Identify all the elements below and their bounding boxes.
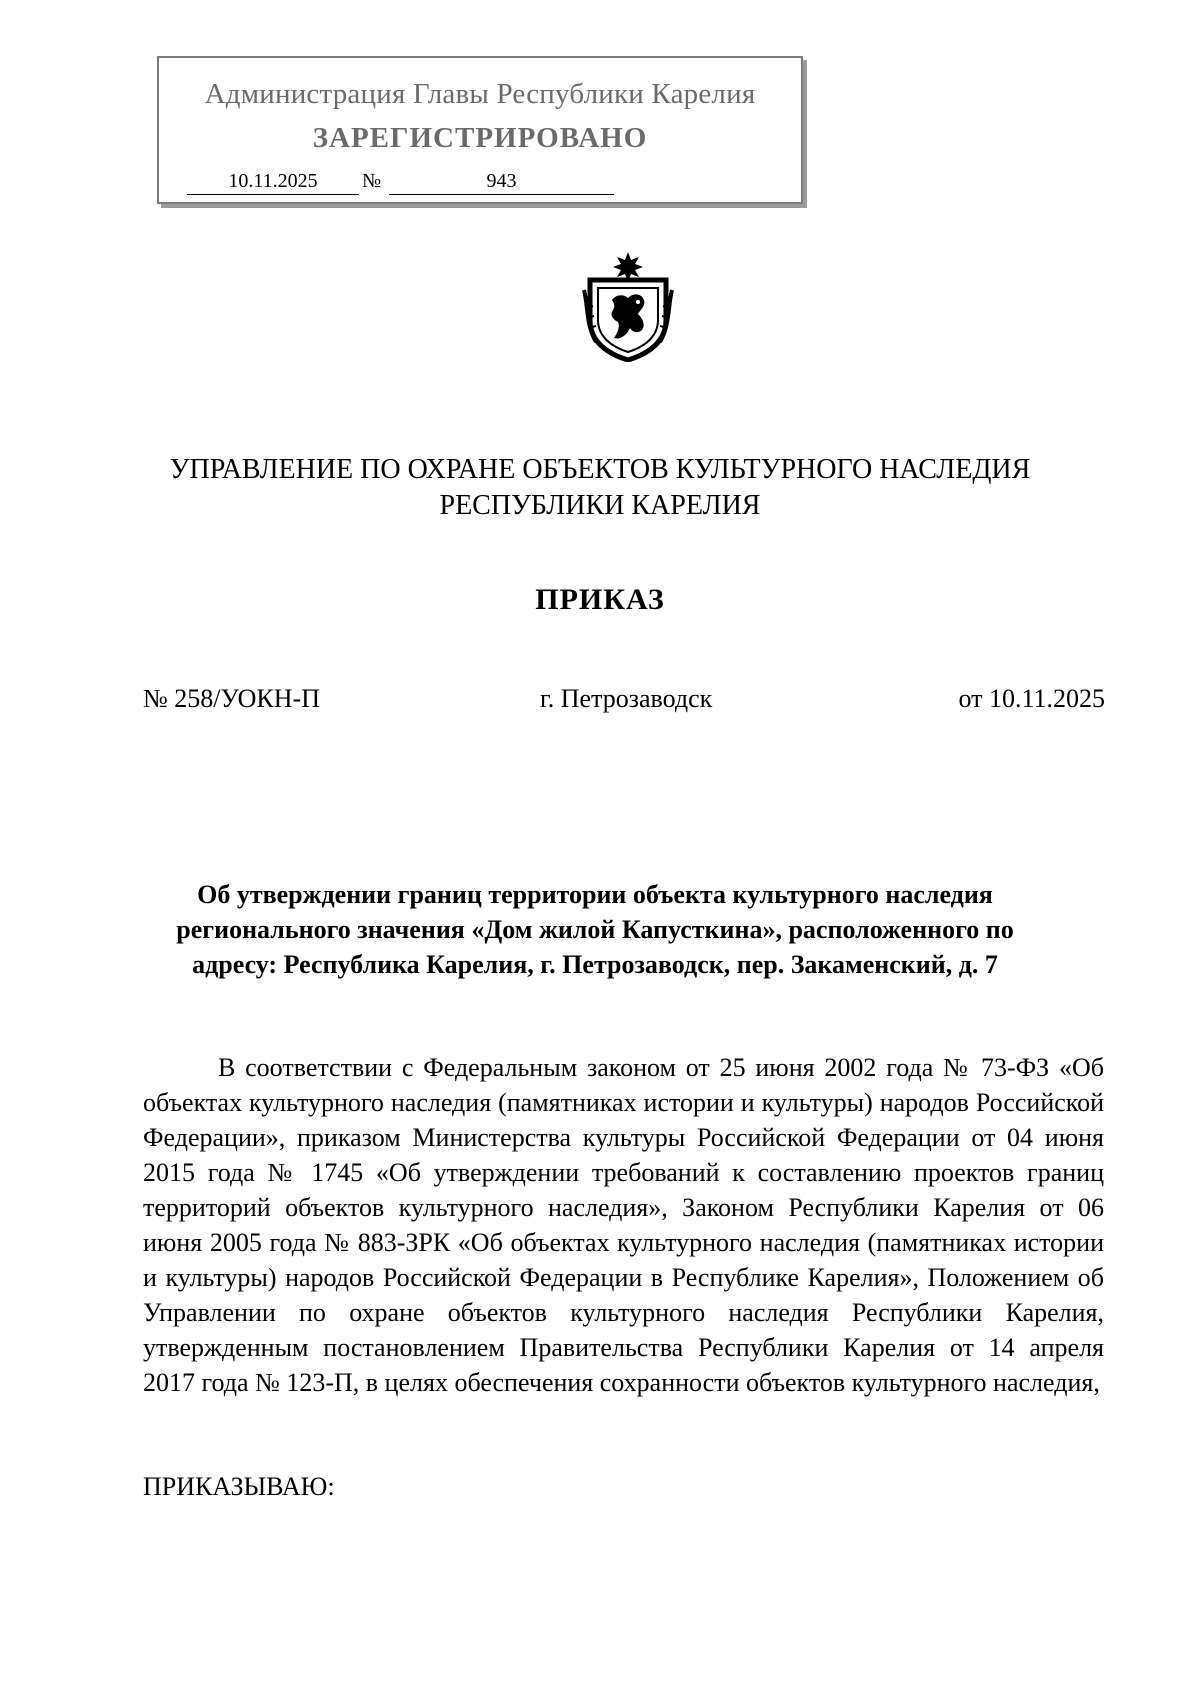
title-line-2: регионального значения «Дом жилой Капусткина», расположенного по xyxy=(176,915,1014,944)
org-line-1: УПРАВЛЕНИЕ ПО ОХРАНЕ ОБЪЕКТОВ КУЛЬТУРНОГО НАСЛЕДИЯ xyxy=(169,454,1031,485)
order-number: № 258/УОКН-П xyxy=(143,684,320,713)
karelia-coat-of-arms-icon xyxy=(580,250,676,362)
stamp-number-label: № xyxy=(362,170,382,192)
stamp-number: 943 xyxy=(389,168,614,195)
registration-stamp xyxy=(157,56,803,204)
order-title xyxy=(150,877,1040,982)
order-date: от 10.11.2025 xyxy=(958,684,1105,713)
title-line-1: Об утверждении границ территории объекта культурного наследия xyxy=(197,880,993,909)
preamble-paragraph: В соответствии с Федеральным законом от 25 июня 2002 года № 73-ФЗ «Об объектах культурного наследия (памятниках истории и культуры) народов Российской Федерации», приказом Министерства культуры Российской Федерации от 04 июня 2015 года № 1745 «Об утверждении требований к составлению проектов границ территорий объектов культурного наследия», Законом Республики Карелия от 06 июня 2005 года № 883-ЗРК «Об объектах культурного наследия (памятниках истории и культуры) народов Российской Федерации в Республике Карелия», Положением об Управлении по охране объектов культурного наследия Республики Карелия, утвержденным постановлением Правительства Республики Карелия от 14 апреля 2017 года № 123-П, в целях обеспечения сохранности объектов культурного наследия, xyxy=(143,1053,1104,1397)
org-line-2: РЕСПУБЛИКИ КАРЕЛИЯ xyxy=(439,490,761,521)
organization-name xyxy=(120,452,1080,524)
document-type: ПРИКАЗ xyxy=(535,583,665,616)
title-line-3: адресу: Республика Карелия, г. Петрозаводск, пер. Закаменский, д. 7 xyxy=(192,950,998,979)
order-city: г. Петрозаводск xyxy=(540,684,713,713)
stamp-registered-label: ЗАРЕГИСТРИРОВАНО xyxy=(312,122,648,154)
stamp-authority: Администрация Главы Республики Карелия xyxy=(204,78,756,110)
stamp-date: 10.11.2025 xyxy=(187,168,359,195)
order-directive: ПРИКАЗЫВАЮ: xyxy=(143,1472,335,1501)
